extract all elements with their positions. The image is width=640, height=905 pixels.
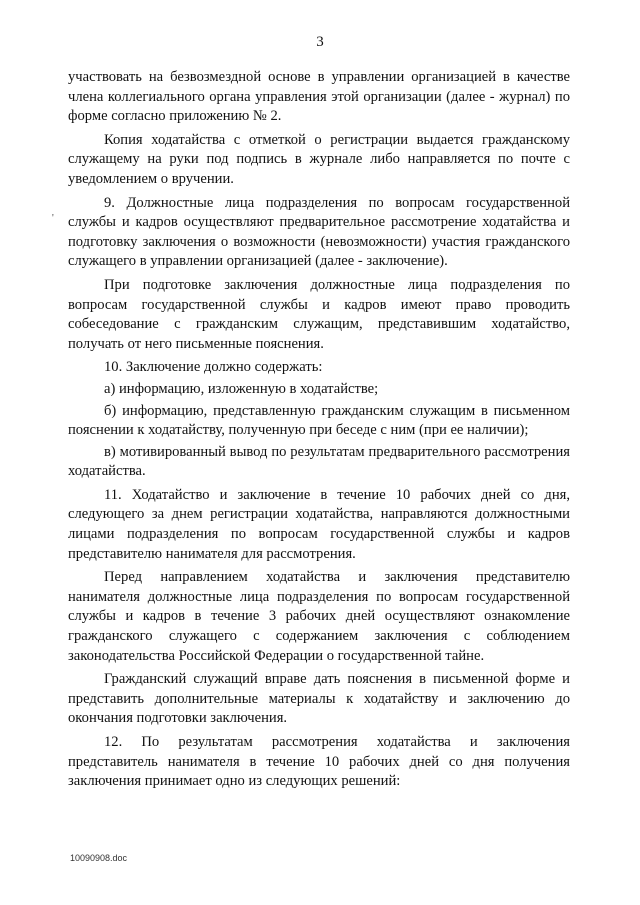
paragraph-item-11: 11. Ходатайство и заключение в течение 10 рабочих дней со дня, следующего за днем регистрации ходатайства, направляются должностными лицами подразделения по вопросам государственной службы и кадров представителю нанимателя для рассмотрения. [68, 486, 570, 562]
list-item-a: а) информацию, изложенную в ходатайстве; [104, 380, 379, 397]
page-number: 3 [316, 34, 324, 50]
paragraph-item-12: 12. По результатам рассмотрения ходатайства и заключения представитель нанимателя в течение 10 рабочих дней со дня получения заключения принимает одно из следующих решений: [68, 734, 570, 790]
paragraph-item-9: 9. Должностные лица подразделения по вопросам государственной службы и кадров осуществляют предварительное рассмотрение ходатайства и подготовку заключения о возможности (невозможности) участия гражданского служащего в управлении организацией (далее - заключение). [68, 194, 570, 270]
footer-filename: 10090908.doc [70, 853, 128, 863]
paragraph-continuation: участвовать на безвозмездной основе в управлении организацией в качестве члена коллегиального органа управления этой организации (далее - журнал) по форме согласно приложению № 2. [68, 69, 570, 125]
margin-mark: ' [52, 213, 54, 224]
document-body [68, 68, 570, 796]
paragraph-copy-of-petition: Копия ходатайства с отметкой о регистрации выдается гражданскому служащему на руки под подпись в журнале либо направляется по почте с уведомлением о вручении. [68, 131, 570, 187]
paragraph-explanations: Гражданский служащий вправе дать пояснения в письменной форме и представить дополнительные материалы к ходатайству и заключению до окончания подготовки заключения. [68, 671, 570, 727]
list-item-b: б) информацию, представленную гражданским служащим в письменном пояснении к ходатайству, полученную при беседе с ним (при ее наличии); [68, 402, 570, 439]
list-item-c: в) мотивированный вывод по результатам предварительного рассмотрения ходатайства. [68, 443, 570, 480]
paragraph-familiarization: Перед направлением ходатайства и заключения представителю нанимателя должностные лица подразделения по вопросам государственной службы и кадров в течение 3 рабочих дней осуществляют ознакомление гражданского служащего с содержанием заключения с соблюдением законодательства Российской Федерации о государственной тайне. [68, 569, 570, 664]
paragraph-preparation-of-conclusion: При подготовке заключения должностные лица подразделения по вопросам государственной службы и кадров имеют право проводить собеседование с гражданским служащим, представившим ходатайство, получать от него письменные пояснения. [68, 276, 570, 352]
paragraph-item-10: 10. Заключение должно содержать: [104, 359, 323, 376]
